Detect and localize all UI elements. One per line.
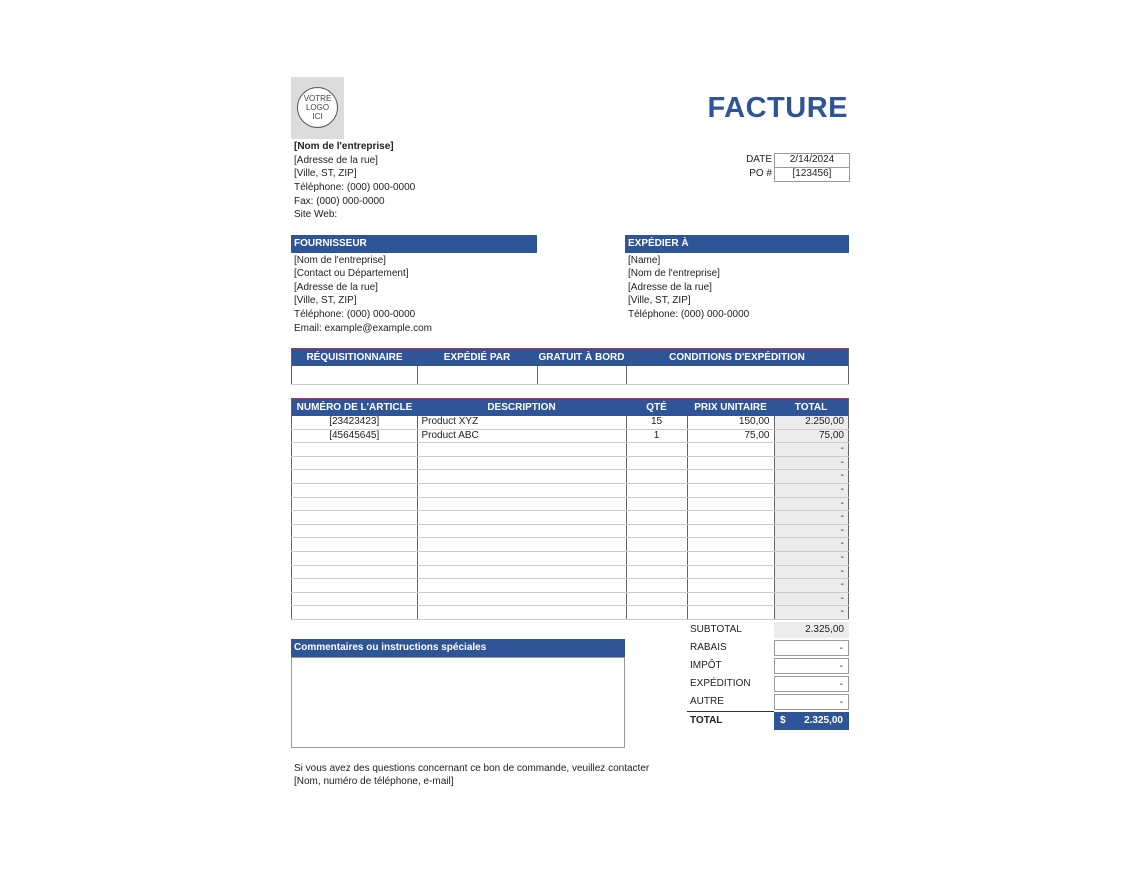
- invoice-title: FACTURE: [707, 92, 848, 124]
- unit-price-cell[interactable]: [687, 483, 774, 497]
- description-cell[interactable]: [417, 565, 626, 579]
- ship-to-header: EXPÉDIER À: [625, 235, 849, 253]
- qty-cell[interactable]: [626, 579, 687, 593]
- line-total-cell: -: [774, 524, 849, 538]
- date-value[interactable]: 2/14/2024: [774, 153, 850, 168]
- line-total-cell: 75,00: [774, 429, 849, 443]
- requisitioner-cell[interactable]: [292, 366, 418, 385]
- company-street: [Adresse de la rue]: [294, 155, 378, 166]
- unit-price-cell[interactable]: [687, 579, 774, 593]
- description-cell[interactable]: [417, 579, 626, 593]
- col-description: DESCRIPTION: [417, 399, 626, 417]
- grand-total: [774, 712, 849, 730]
- unit-price-cell[interactable]: [687, 511, 774, 525]
- line-total-cell: 2.250,00: [774, 416, 849, 429]
- unit-price-cell[interactable]: [687, 456, 774, 470]
- description-cell[interactable]: [417, 511, 626, 525]
- line-total-cell: -: [774, 579, 849, 593]
- qty-cell[interactable]: [626, 606, 687, 620]
- unit-price-cell[interactable]: [687, 524, 774, 538]
- logo-placeholder: [291, 77, 344, 139]
- fob-cell[interactable]: [537, 366, 626, 385]
- col-requisitioner: RÉQUISITIONNAIRE: [292, 349, 418, 367]
- table-row: [292, 456, 849, 470]
- qty-cell[interactable]: 15: [626, 416, 687, 429]
- description-cell[interactable]: [417, 538, 626, 552]
- tax-value[interactable]: -: [774, 658, 849, 674]
- table-row: [292, 538, 849, 552]
- unit-price-cell[interactable]: [687, 565, 774, 579]
- qty-cell[interactable]: [626, 497, 687, 511]
- line-total-cell: -: [774, 483, 849, 497]
- table-row: [292, 565, 849, 579]
- company-phone: Téléphone: (000) 000-0000: [294, 182, 416, 193]
- line-total-cell: -: [774, 443, 849, 457]
- other-value[interactable]: -: [774, 694, 849, 710]
- col-unit-price: PRIX UNITAIRE: [687, 399, 774, 417]
- description-cell[interactable]: [417, 606, 626, 620]
- col-shipped-via: EXPÉDIÉ PAR: [417, 349, 537, 367]
- ship-to-line: Téléphone: (000) 000-0000: [628, 309, 750, 320]
- qty-cell[interactable]: [626, 565, 687, 579]
- unit-price-cell[interactable]: [687, 551, 774, 565]
- table-row: [292, 551, 849, 565]
- description-cell[interactable]: Product XYZ: [417, 416, 626, 429]
- qty-cell[interactable]: [626, 551, 687, 565]
- po-value[interactable]: [123456]: [774, 167, 850, 182]
- line-total-cell: -: [774, 606, 849, 620]
- company-fax: Fax: (000) 000-0000: [294, 196, 385, 207]
- vendor-line: [Adresse de la rue]: [294, 282, 378, 293]
- total-label: TOTAL: [690, 715, 723, 726]
- item-number-cell[interactable]: [292, 524, 418, 538]
- footer-line-2: [Nom, numéro de téléphone, e-mail]: [294, 776, 454, 787]
- vendor-line: [Nom de l'entreprise]: [294, 255, 386, 266]
- table-row: [292, 483, 849, 497]
- items-table: [291, 398, 849, 620]
- qty-cell[interactable]: [626, 538, 687, 552]
- po-label: PO #: [749, 168, 772, 179]
- vendor-line: [Ville, ST, ZIP]: [294, 295, 357, 306]
- footer-line-1: Si vous avez des questions concernant ce bon de commande, veuillez contacter: [294, 763, 650, 774]
- ship-to-line: [Name]: [628, 255, 661, 266]
- qty-cell[interactable]: [626, 456, 687, 470]
- subtotal-label: SUBTOTAL: [690, 624, 742, 635]
- vendor-line: Téléphone: (000) 000-0000: [294, 309, 416, 320]
- description-cell[interactable]: [417, 551, 626, 565]
- line-total-cell: -: [774, 456, 849, 470]
- description-cell[interactable]: Product ABC: [417, 429, 626, 443]
- vendor-line: [Contact ou Département]: [294, 268, 409, 279]
- tax-label: IMPÔT: [690, 660, 722, 671]
- item-number-cell[interactable]: [292, 443, 418, 457]
- ship-to-line: [Adresse de la rue]: [628, 282, 712, 293]
- description-cell[interactable]: [417, 497, 626, 511]
- qty-cell[interactable]: 1: [626, 429, 687, 443]
- company-web: Site Web:: [294, 209, 338, 220]
- logo-text: VOTRE LOGO ICI: [297, 87, 338, 128]
- item-number-cell[interactable]: [292, 579, 418, 593]
- col-shipping-terms: CONDITIONS D'EXPÉDITION: [626, 349, 849, 367]
- item-number-cell[interactable]: [292, 511, 418, 525]
- qty-cell[interactable]: [626, 592, 687, 606]
- ship-to-line: [Nom de l'entreprise]: [628, 268, 720, 279]
- comments-header: Commentaires ou instructions spéciales: [291, 639, 625, 657]
- item-number-cell[interactable]: [292, 470, 418, 484]
- other-label: AUTRE: [690, 696, 724, 707]
- line-total-cell: -: [774, 538, 849, 552]
- table-row: [292, 429, 849, 443]
- item-number-cell[interactable]: [45645645]: [292, 429, 418, 443]
- item-number-cell[interactable]: [292, 551, 418, 565]
- total-divider: [687, 711, 774, 712]
- unit-price-cell[interactable]: 150,00: [687, 416, 774, 429]
- date-label: DATE: [746, 154, 772, 165]
- table-row: [292, 511, 849, 525]
- item-number-cell[interactable]: [292, 592, 418, 606]
- qty-cell[interactable]: [626, 483, 687, 497]
- line-total-cell: -: [774, 470, 849, 484]
- subtotal-value: 2.325,00: [774, 622, 849, 638]
- item-number-cell[interactable]: [292, 538, 418, 552]
- item-number-cell[interactable]: [292, 606, 418, 620]
- qty-cell[interactable]: [626, 443, 687, 457]
- unit-price-cell[interactable]: [687, 497, 774, 511]
- line-total-cell: -: [774, 511, 849, 525]
- table-row: [292, 470, 849, 484]
- col-item-number: NUMÉRO DE L'ARTICLE: [292, 399, 418, 417]
- line-total-cell: -: [774, 551, 849, 565]
- vendor-header: FOURNISSEUR: [291, 235, 537, 253]
- item-number-cell[interactable]: [292, 565, 418, 579]
- unit-price-cell[interactable]: 75,00: [687, 429, 774, 443]
- line-total-cell: -: [774, 497, 849, 511]
- unit-price-cell[interactable]: [687, 538, 774, 552]
- qty-cell[interactable]: [626, 524, 687, 538]
- table-row: [292, 606, 849, 620]
- vendor-line: Email: example@example.com: [294, 323, 432, 334]
- description-cell[interactable]: [417, 592, 626, 606]
- table-row: [292, 443, 849, 457]
- description-cell[interactable]: [417, 524, 626, 538]
- table-row: [292, 524, 849, 538]
- unit-price-cell[interactable]: [687, 592, 774, 606]
- currency-symbol: $: [780, 715, 786, 726]
- shipping-terms-cell[interactable]: [626, 366, 849, 385]
- description-cell[interactable]: [417, 443, 626, 457]
- table-row: [292, 579, 849, 593]
- unit-price-cell[interactable]: [687, 606, 774, 620]
- ship-to-line: [Ville, ST, ZIP]: [628, 295, 691, 306]
- item-number-cell[interactable]: [292, 456, 418, 470]
- description-cell[interactable]: [417, 456, 626, 470]
- line-total-cell: -: [774, 592, 849, 606]
- qty-cell[interactable]: [626, 511, 687, 525]
- col-total: TOTAL: [774, 399, 849, 417]
- unit-price-cell[interactable]: [687, 470, 774, 484]
- discount-label: RABAIS: [690, 642, 727, 653]
- item-number-cell[interactable]: [292, 483, 418, 497]
- table-row: [292, 416, 849, 429]
- shipped-via-cell[interactable]: [417, 366, 537, 385]
- comments-box[interactable]: [291, 657, 625, 748]
- shipping-cost-value[interactable]: -: [774, 676, 849, 692]
- line-total-cell: -: [774, 565, 849, 579]
- description-cell[interactable]: [417, 483, 626, 497]
- company-name: [Nom de l'entreprise]: [294, 141, 394, 152]
- item-number-cell[interactable]: [23423423]: [292, 416, 418, 429]
- table-row: [292, 497, 849, 511]
- col-qty: QTÉ: [626, 399, 687, 417]
- unit-price-cell[interactable]: [687, 443, 774, 457]
- shipping-table: [291, 348, 849, 385]
- item-number-cell[interactable]: [292, 497, 418, 511]
- table-row: [292, 592, 849, 606]
- col-fob: GRATUIT À BORD: [537, 349, 626, 367]
- company-city: [Ville, ST, ZIP]: [294, 168, 357, 179]
- discount-value[interactable]: -: [774, 640, 849, 656]
- shipping-cost-label: EXPÉDITION: [690, 678, 751, 689]
- description-cell[interactable]: [417, 470, 626, 484]
- grand-total-value: 2.325,00: [804, 715, 843, 726]
- qty-cell[interactable]: [626, 470, 687, 484]
